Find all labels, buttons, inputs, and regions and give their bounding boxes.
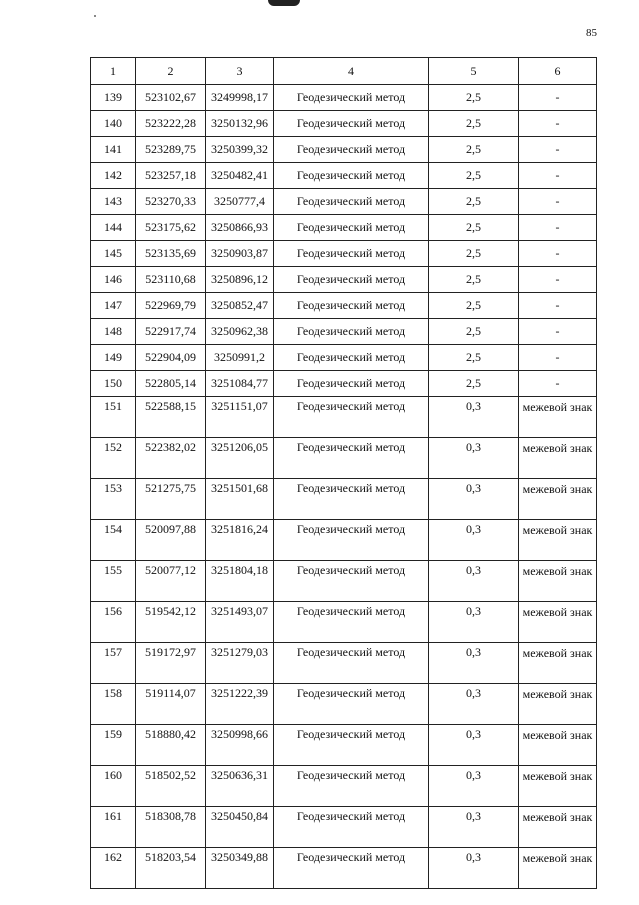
table-row — [91, 397, 597, 438]
accuracy-cell: 2,5 — [429, 111, 519, 137]
point-number-cell: 151 — [91, 397, 136, 438]
point-number-cell: 145 — [91, 241, 136, 267]
table-row — [91, 520, 597, 561]
accuracy-cell: 0,3 — [429, 725, 519, 766]
point-number-cell: 157 — [91, 643, 136, 684]
accuracy-cell: 0,3 — [429, 643, 519, 684]
x-coordinate-cell: 519114,07 — [136, 684, 206, 725]
marker-type-cell: - — [519, 163, 597, 189]
y-coordinate-cell: 3250962,38 — [206, 319, 274, 345]
x-coordinate-cell: 522904,09 — [136, 345, 206, 371]
method-cell: Геодезический метод — [274, 438, 429, 479]
table-row — [91, 267, 597, 293]
x-coordinate-cell: 521275,75 — [136, 479, 206, 520]
column-header: 4 — [274, 58, 429, 85]
table-row — [91, 643, 597, 684]
y-coordinate-cell: 3251816,24 — [206, 520, 274, 561]
x-coordinate-cell: 520097,88 — [136, 520, 206, 561]
x-coordinate-cell: 518308,78 — [136, 807, 206, 848]
accuracy-cell: 0,3 — [429, 848, 519, 889]
marker-type-cell: - — [519, 215, 597, 241]
point-number-cell: 139 — [91, 85, 136, 111]
accuracy-cell: 0,3 — [429, 684, 519, 725]
table-row — [91, 345, 597, 371]
marker-type-cell: - — [519, 189, 597, 215]
accuracy-cell: 2,5 — [429, 345, 519, 371]
accuracy-cell: 0,3 — [429, 766, 519, 807]
accuracy-cell: 2,5 — [429, 293, 519, 319]
column-header: 3 — [206, 58, 274, 85]
y-coordinate-cell: 3250349,88 — [206, 848, 274, 889]
x-coordinate-cell: 523257,18 — [136, 163, 206, 189]
scan-speck — [94, 15, 96, 17]
accuracy-cell: 2,5 — [429, 371, 519, 397]
method-cell: Геодезический метод — [274, 848, 429, 889]
y-coordinate-cell: 3250998,66 — [206, 725, 274, 766]
x-coordinate-cell: 523289,75 — [136, 137, 206, 163]
table-row — [91, 111, 597, 137]
y-coordinate-cell: 3251084,77 — [206, 371, 274, 397]
point-number-cell: 159 — [91, 725, 136, 766]
marker-type-cell: - — [519, 293, 597, 319]
method-cell: Геодезический метод — [274, 371, 429, 397]
table-row — [91, 807, 597, 848]
table-row — [91, 371, 597, 397]
column-header: 5 — [429, 58, 519, 85]
table-header-row — [91, 58, 597, 85]
y-coordinate-cell: 3251151,07 — [206, 397, 274, 438]
table-row — [91, 602, 597, 643]
y-coordinate-cell: 3250132,96 — [206, 111, 274, 137]
accuracy-cell: 0,3 — [429, 438, 519, 479]
method-cell: Геодезический метод — [274, 241, 429, 267]
point-number-cell: 162 — [91, 848, 136, 889]
marker-type-cell: межевой знак — [519, 438, 597, 479]
point-number-cell: 150 — [91, 371, 136, 397]
table-row — [91, 215, 597, 241]
point-number-cell: 148 — [91, 319, 136, 345]
table-row — [91, 766, 597, 807]
accuracy-cell: 2,5 — [429, 137, 519, 163]
accuracy-cell: 0,3 — [429, 479, 519, 520]
table-row — [91, 163, 597, 189]
method-cell: Геодезический метод — [274, 189, 429, 215]
table-row — [91, 241, 597, 267]
accuracy-cell: 2,5 — [429, 319, 519, 345]
point-number-cell: 161 — [91, 807, 136, 848]
x-coordinate-cell: 523110,68 — [136, 267, 206, 293]
marker-type-cell: межевой знак — [519, 479, 597, 520]
point-number-cell: 147 — [91, 293, 136, 319]
x-coordinate-cell: 523270,33 — [136, 189, 206, 215]
marker-type-cell: межевой знак — [519, 807, 597, 848]
accuracy-cell: 0,3 — [429, 520, 519, 561]
marker-type-cell: - — [519, 267, 597, 293]
marker-type-cell: межевой знак — [519, 643, 597, 684]
accuracy-cell: 2,5 — [429, 267, 519, 293]
method-cell: Геодезический метод — [274, 111, 429, 137]
y-coordinate-cell: 3250777,4 — [206, 189, 274, 215]
method-cell: Геодезический метод — [274, 479, 429, 520]
table-row — [91, 189, 597, 215]
table-row — [91, 319, 597, 345]
method-cell: Геодезический метод — [274, 293, 429, 319]
page-number: 85 — [586, 27, 597, 39]
point-number-cell: 142 — [91, 163, 136, 189]
marker-type-cell: - — [519, 85, 597, 111]
x-coordinate-cell: 522805,14 — [136, 371, 206, 397]
method-cell: Геодезический метод — [274, 602, 429, 643]
marker-type-cell: - — [519, 111, 597, 137]
table-row — [91, 85, 597, 111]
marker-type-cell: - — [519, 137, 597, 163]
method-cell: Геодезический метод — [274, 766, 429, 807]
accuracy-cell: 0,3 — [429, 561, 519, 602]
marker-type-cell: межевой знак — [519, 520, 597, 561]
x-coordinate-cell: 523135,69 — [136, 241, 206, 267]
method-cell: Геодезический метод — [274, 319, 429, 345]
method-cell: Геодезический метод — [274, 345, 429, 371]
marker-type-cell: межевой знак — [519, 684, 597, 725]
y-coordinate-cell: 3250636,31 — [206, 766, 274, 807]
x-coordinate-cell: 522969,79 — [136, 293, 206, 319]
marker-type-cell: межевой знак — [519, 848, 597, 889]
table-row — [91, 561, 597, 602]
x-coordinate-cell: 522382,02 — [136, 438, 206, 479]
method-cell: Геодезический метод — [274, 137, 429, 163]
table-row — [91, 684, 597, 725]
method-cell: Геодезический метод — [274, 643, 429, 684]
table-row — [91, 479, 597, 520]
accuracy-cell: 2,5 — [429, 241, 519, 267]
y-coordinate-cell: 3251279,03 — [206, 643, 274, 684]
method-cell: Геодезический метод — [274, 725, 429, 766]
x-coordinate-cell: 520077,12 — [136, 561, 206, 602]
marker-type-cell: межевой знак — [519, 766, 597, 807]
x-coordinate-cell: 518203,54 — [136, 848, 206, 889]
point-number-cell: 144 — [91, 215, 136, 241]
accuracy-cell: 0,3 — [429, 397, 519, 438]
method-cell: Геодезический метод — [274, 85, 429, 111]
method-cell: Геодезический метод — [274, 807, 429, 848]
y-coordinate-cell: 3249998,17 — [206, 85, 274, 111]
y-coordinate-cell: 3251804,18 — [206, 561, 274, 602]
y-coordinate-cell: 3250852,47 — [206, 293, 274, 319]
method-cell: Геодезический метод — [274, 561, 429, 602]
x-coordinate-cell: 522917,74 — [136, 319, 206, 345]
accuracy-cell: 2,5 — [429, 163, 519, 189]
point-number-cell: 155 — [91, 561, 136, 602]
accuracy-cell: 2,5 — [429, 85, 519, 111]
marker-type-cell: - — [519, 241, 597, 267]
coordinates-table — [90, 57, 597, 889]
x-coordinate-cell: 522588,15 — [136, 397, 206, 438]
accuracy-cell: 0,3 — [429, 807, 519, 848]
accuracy-cell: 2,5 — [429, 189, 519, 215]
method-cell: Геодезический метод — [274, 520, 429, 561]
x-coordinate-cell: 518502,52 — [136, 766, 206, 807]
y-coordinate-cell: 3251501,68 — [206, 479, 274, 520]
point-number-cell: 160 — [91, 766, 136, 807]
x-coordinate-cell: 519542,12 — [136, 602, 206, 643]
y-coordinate-cell: 3251222,39 — [206, 684, 274, 725]
accuracy-cell: 0,3 — [429, 602, 519, 643]
table-row — [91, 438, 597, 479]
column-header: 1 — [91, 58, 136, 85]
point-number-cell: 156 — [91, 602, 136, 643]
point-number-cell: 153 — [91, 479, 136, 520]
y-coordinate-cell: 3250903,87 — [206, 241, 274, 267]
marker-type-cell: межевой знак — [519, 602, 597, 643]
binding-mark — [268, 0, 300, 6]
method-cell: Геодезический метод — [274, 684, 429, 725]
method-cell: Геодезический метод — [274, 215, 429, 241]
point-number-cell: 146 — [91, 267, 136, 293]
x-coordinate-cell: 523222,28 — [136, 111, 206, 137]
y-coordinate-cell: 3250482,41 — [206, 163, 274, 189]
marker-type-cell: - — [519, 371, 597, 397]
point-number-cell: 140 — [91, 111, 136, 137]
accuracy-cell: 2,5 — [429, 215, 519, 241]
y-coordinate-cell: 3250450,84 — [206, 807, 274, 848]
table-row — [91, 137, 597, 163]
y-coordinate-cell: 3250866,93 — [206, 215, 274, 241]
x-coordinate-cell: 519172,97 — [136, 643, 206, 684]
point-number-cell: 158 — [91, 684, 136, 725]
x-coordinate-cell: 523175,62 — [136, 215, 206, 241]
point-number-cell: 141 — [91, 137, 136, 163]
marker-type-cell: межевой знак — [519, 561, 597, 602]
method-cell: Геодезический метод — [274, 397, 429, 438]
marker-type-cell: - — [519, 319, 597, 345]
table-row — [91, 293, 597, 319]
y-coordinate-cell: 3250896,12 — [206, 267, 274, 293]
y-coordinate-cell: 3251206,05 — [206, 438, 274, 479]
x-coordinate-cell: 518880,42 — [136, 725, 206, 766]
y-coordinate-cell: 3250399,32 — [206, 137, 274, 163]
table-row — [91, 848, 597, 889]
marker-type-cell: - — [519, 345, 597, 371]
marker-type-cell: межевой знак — [519, 725, 597, 766]
y-coordinate-cell: 3250991,2 — [206, 345, 274, 371]
point-number-cell: 152 — [91, 438, 136, 479]
column-header: 6 — [519, 58, 597, 85]
y-coordinate-cell: 3251493,07 — [206, 602, 274, 643]
marker-type-cell: межевой знак — [519, 397, 597, 438]
x-coordinate-cell: 523102,67 — [136, 85, 206, 111]
point-number-cell: 154 — [91, 520, 136, 561]
table-row — [91, 725, 597, 766]
point-number-cell: 149 — [91, 345, 136, 371]
method-cell: Геодезический метод — [274, 163, 429, 189]
table-body — [91, 85, 597, 889]
method-cell: Геодезический метод — [274, 267, 429, 293]
column-header: 2 — [136, 58, 206, 85]
point-number-cell: 143 — [91, 189, 136, 215]
